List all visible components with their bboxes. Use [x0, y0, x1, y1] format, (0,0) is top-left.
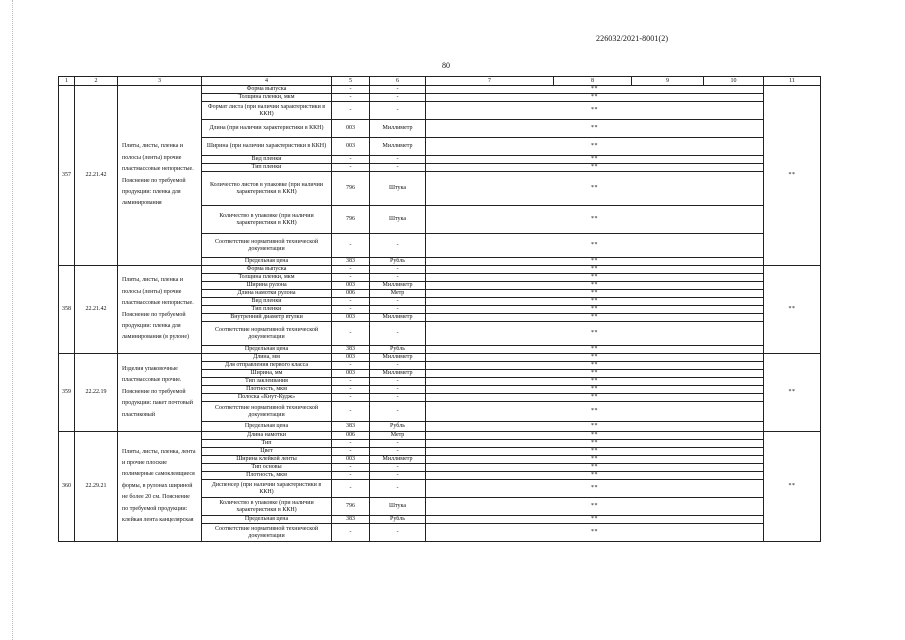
characteristic-value: **: [426, 456, 764, 464]
okei-code: -: [332, 234, 370, 258]
characteristic-name: Соответствие нормативной технической документации: [202, 322, 332, 346]
characteristic-value: **: [426, 322, 764, 346]
unit-name: Рубль: [370, 346, 426, 354]
unit-name: -: [370, 472, 426, 480]
header-cell-2: 2: [75, 77, 118, 86]
unit-name: Миллиметр: [370, 314, 426, 322]
specification-table: [58, 76, 821, 542]
header-cell-1: 1: [59, 77, 75, 86]
characteristic-name: Ширина рулона: [202, 282, 332, 290]
unit-name: -: [370, 480, 426, 498]
characteristic-value: **: [426, 422, 764, 432]
product-name: Плиты, листы, пленка и полосы (ленты) прочие пластмассовые непористые. Пояснение по требуемой продукции: пленка для ламинирования (в рулоне): [118, 266, 202, 354]
okei-code: -: [332, 94, 370, 102]
item-number: 358: [59, 266, 75, 354]
unit-name: -: [370, 322, 426, 346]
table-row: [59, 86, 821, 94]
characteristic-value: **: [426, 394, 764, 402]
item-number: 357: [59, 86, 75, 266]
okei-code: -: [332, 394, 370, 402]
characteristic-name: Плотность, мкм: [202, 472, 332, 480]
header-cell-7: 7: [426, 77, 554, 86]
binding-margin: [0, 0, 13, 640]
characteristic-name: Для отправления первого класса: [202, 362, 332, 370]
characteristic-name: Цвет: [202, 448, 332, 456]
column-11-value: **: [764, 354, 821, 432]
okei-code: -: [332, 362, 370, 370]
okei-code: 383: [332, 422, 370, 432]
characteristic-value: **: [426, 274, 764, 282]
unit-name: Миллиметр: [370, 370, 426, 378]
characteristic-name: Соответствие нормативной технической документации: [202, 402, 332, 422]
okei-code: 796: [332, 498, 370, 516]
unit-name: Миллиметр: [370, 138, 426, 156]
characteristic-name: Предельная цена: [202, 346, 332, 354]
characteristic-name: Внутренний диаметр втулки: [202, 314, 332, 322]
okei-code: 003: [332, 370, 370, 378]
unit-name: Метр: [370, 432, 426, 440]
characteristic-name: Количество листов в упаковке (при наличии характеристики в ККН): [202, 172, 332, 206]
characteristic-name: Полоска «Кнут-Кудж»: [202, 394, 332, 402]
okei-code: 006: [332, 432, 370, 440]
item-number: 359: [59, 354, 75, 432]
characteristic-name: Тип: [202, 440, 332, 448]
table-row: [59, 266, 821, 274]
unit-name: -: [370, 274, 426, 282]
characteristic-name: Плотность, мкм: [202, 386, 332, 394]
table-row: [59, 432, 821, 440]
unit-name: Штука: [370, 172, 426, 206]
okei-code: 796: [332, 172, 370, 206]
okei-code: -: [332, 440, 370, 448]
characteristic-name: Тип пленки: [202, 164, 332, 172]
characteristic-name: Предельная цена: [202, 422, 332, 432]
characteristic-name: Ширина, мм: [202, 370, 332, 378]
characteristic-value: **: [426, 370, 764, 378]
okei-code: -: [332, 472, 370, 480]
page-number: 80: [442, 61, 450, 70]
header-cell-4: 4: [202, 77, 332, 86]
characteristic-value: **: [426, 102, 764, 120]
characteristic-name: Тип пленки: [202, 306, 332, 314]
unit-name: -: [370, 362, 426, 370]
unit-name: -: [370, 94, 426, 102]
okei-code: 003: [332, 138, 370, 156]
okei-code: -: [332, 274, 370, 282]
header-cell-5: 5: [332, 77, 370, 86]
characteristic-value: **: [426, 472, 764, 480]
okei-code: -: [332, 322, 370, 346]
characteristic-name: Форма выпуска: [202, 86, 332, 94]
characteristic-value: **: [426, 464, 764, 472]
characteristic-value: **: [426, 402, 764, 422]
column-11-value: **: [764, 86, 821, 266]
unit-name: Штука: [370, 206, 426, 234]
column-11-value: **: [764, 266, 821, 354]
characteristic-name: Длина (при наличии характеристики в ККН): [202, 120, 332, 138]
unit-name: -: [370, 234, 426, 258]
product-name: Изделия упаковочные пластмассовые прочие. Пояснение по требуемой продукции: пакет почтовый пластиковый: [118, 354, 202, 432]
okei-code: 383: [332, 346, 370, 354]
unit-name: -: [370, 298, 426, 306]
product-name: Плиты, листы, пленка и полосы (ленты) прочие пластмассовые непористые. Пояснение по требуемой продукции: пленка для ламинирования: [118, 86, 202, 266]
okpd-code: 22.29.21: [75, 432, 118, 542]
okei-code: -: [332, 464, 370, 472]
unit-name: -: [370, 440, 426, 448]
unit-name: -: [370, 394, 426, 402]
characteristic-value: **: [426, 298, 764, 306]
unit-name: -: [370, 86, 426, 94]
header-cell-10: 10: [704, 77, 764, 86]
okpd-code: 22.21.42: [75, 86, 118, 266]
characteristic-name: Формат листа (при наличии характеристики в ККН): [202, 102, 332, 120]
characteristic-name: Ширина (при наличии характеристики в ККН): [202, 138, 332, 156]
characteristic-name: Вид пленки: [202, 298, 332, 306]
unit-name: Метр: [370, 290, 426, 298]
characteristic-value: **: [426, 362, 764, 370]
unit-name: -: [370, 164, 426, 172]
unit-name: Рубль: [370, 422, 426, 432]
table-body: [59, 77, 821, 542]
okpd-code: 22.22.19: [75, 354, 118, 432]
characteristic-value: **: [426, 448, 764, 456]
okei-code: -: [332, 102, 370, 120]
characteristic-value: **: [426, 378, 764, 386]
unit-name: -: [370, 378, 426, 386]
okei-code: 383: [332, 258, 370, 266]
okei-code: 383: [332, 516, 370, 524]
column-11-value: **: [764, 432, 821, 542]
unit-name: -: [370, 386, 426, 394]
okei-code: -: [332, 480, 370, 498]
unit-name: Штука: [370, 498, 426, 516]
characteristic-name: Форма выпуска: [202, 266, 332, 274]
unit-name: -: [370, 464, 426, 472]
unit-name: -: [370, 156, 426, 164]
characteristic-name: Тип заклеивания: [202, 378, 332, 386]
okei-code: -: [332, 164, 370, 172]
characteristic-value: **: [426, 258, 764, 266]
unit-name: Миллиметр: [370, 120, 426, 138]
item-number: 360: [59, 432, 75, 542]
unit-name: -: [370, 266, 426, 274]
okei-code: -: [332, 386, 370, 394]
characteristic-value: **: [426, 306, 764, 314]
characteristic-value: **: [426, 346, 764, 354]
okei-code: 006: [332, 290, 370, 298]
characteristic-name: Длина намотки: [202, 432, 332, 440]
header-cell-6: 6: [370, 77, 426, 86]
okei-code: -: [332, 266, 370, 274]
characteristic-name: Вид пленки: [202, 156, 332, 164]
unit-name: -: [370, 402, 426, 422]
document-id: 226032/2021-8001(2): [596, 34, 669, 43]
unit-name: -: [370, 102, 426, 120]
characteristic-name: Соответствие нормативной технической документации: [202, 234, 332, 258]
characteristic-value: **: [426, 282, 764, 290]
okei-code: 796: [332, 206, 370, 234]
table-row: [59, 354, 821, 362]
header-cell-11: 11: [764, 77, 821, 86]
okei-code: -: [332, 86, 370, 94]
header-cell-3: 3: [118, 77, 202, 86]
characteristic-name: Длина, мм: [202, 354, 332, 362]
characteristic-name: Толщина пленки, мкм: [202, 274, 332, 282]
product-name: Плиты, листы, пленка, лента и прочие плоские полимерные самоклеящиеся формы, в рулонах шириной не более 20 см. Пояснение по требуемой продукции: клейкая лента канцелярская: [118, 432, 202, 542]
characteristic-value: **: [426, 156, 764, 164]
unit-name: Рубль: [370, 258, 426, 266]
unit-name: -: [370, 306, 426, 314]
okei-code: -: [332, 402, 370, 422]
characteristic-value: **: [426, 172, 764, 206]
characteristic-value: **: [426, 354, 764, 362]
characteristic-value: **: [426, 480, 764, 498]
okei-code: -: [332, 448, 370, 456]
okei-code: -: [332, 156, 370, 164]
characteristic-value: **: [426, 94, 764, 102]
unit-name: -: [370, 448, 426, 456]
unit-name: Миллиметр: [370, 282, 426, 290]
okei-code: -: [332, 306, 370, 314]
header-row: [59, 77, 821, 86]
okei-code: -: [332, 524, 370, 542]
characteristic-name: Количество в упаковке (при наличии характеристики в ККН): [202, 206, 332, 234]
okei-code: -: [332, 378, 370, 386]
header-cell-8: 8: [554, 77, 632, 86]
characteristic-value: **: [426, 440, 764, 448]
characteristic-value: **: [426, 314, 764, 322]
unit-name: Миллиметр: [370, 354, 426, 362]
characteristic-name: Толщина пленки, мкм: [202, 94, 332, 102]
characteristic-value: **: [426, 234, 764, 258]
okei-code: 003: [332, 456, 370, 464]
characteristic-value: **: [426, 524, 764, 542]
characteristic-name: Длина намотки рулона: [202, 290, 332, 298]
characteristic-name: Соответствие нормативной технической документации: [202, 524, 332, 542]
characteristic-name: Диспенсер (при наличии характеристики в ККН): [202, 480, 332, 498]
okei-code: 003: [332, 314, 370, 322]
okei-code: 003: [332, 120, 370, 138]
characteristic-name: Ширина клейкой ленты: [202, 456, 332, 464]
characteristic-name: Тип основы: [202, 464, 332, 472]
okei-code: -: [332, 298, 370, 306]
characteristic-value: **: [426, 386, 764, 394]
characteristic-value: **: [426, 266, 764, 274]
okpd-code: 22.21.42: [75, 266, 118, 354]
okei-code: 003: [332, 282, 370, 290]
characteristic-value: **: [426, 206, 764, 234]
header-cell-9: 9: [632, 77, 704, 86]
characteristic-name: Количество в упаковке (при наличии характеристики в ККН): [202, 498, 332, 516]
characteristic-value: **: [426, 138, 764, 156]
characteristic-name: Предельная цена: [202, 258, 332, 266]
unit-name: -: [370, 524, 426, 542]
characteristic-value: **: [426, 120, 764, 138]
unit-name: Миллиметр: [370, 456, 426, 464]
okei-code: 003: [332, 354, 370, 362]
characteristic-value: **: [426, 164, 764, 172]
characteristic-value: **: [426, 290, 764, 298]
characteristic-value: **: [426, 86, 764, 94]
characteristic-value: **: [426, 432, 764, 440]
unit-name: Рубль: [370, 516, 426, 524]
characteristic-name: Предельная цена: [202, 516, 332, 524]
characteristic-value: **: [426, 498, 764, 516]
characteristic-value: **: [426, 516, 764, 524]
